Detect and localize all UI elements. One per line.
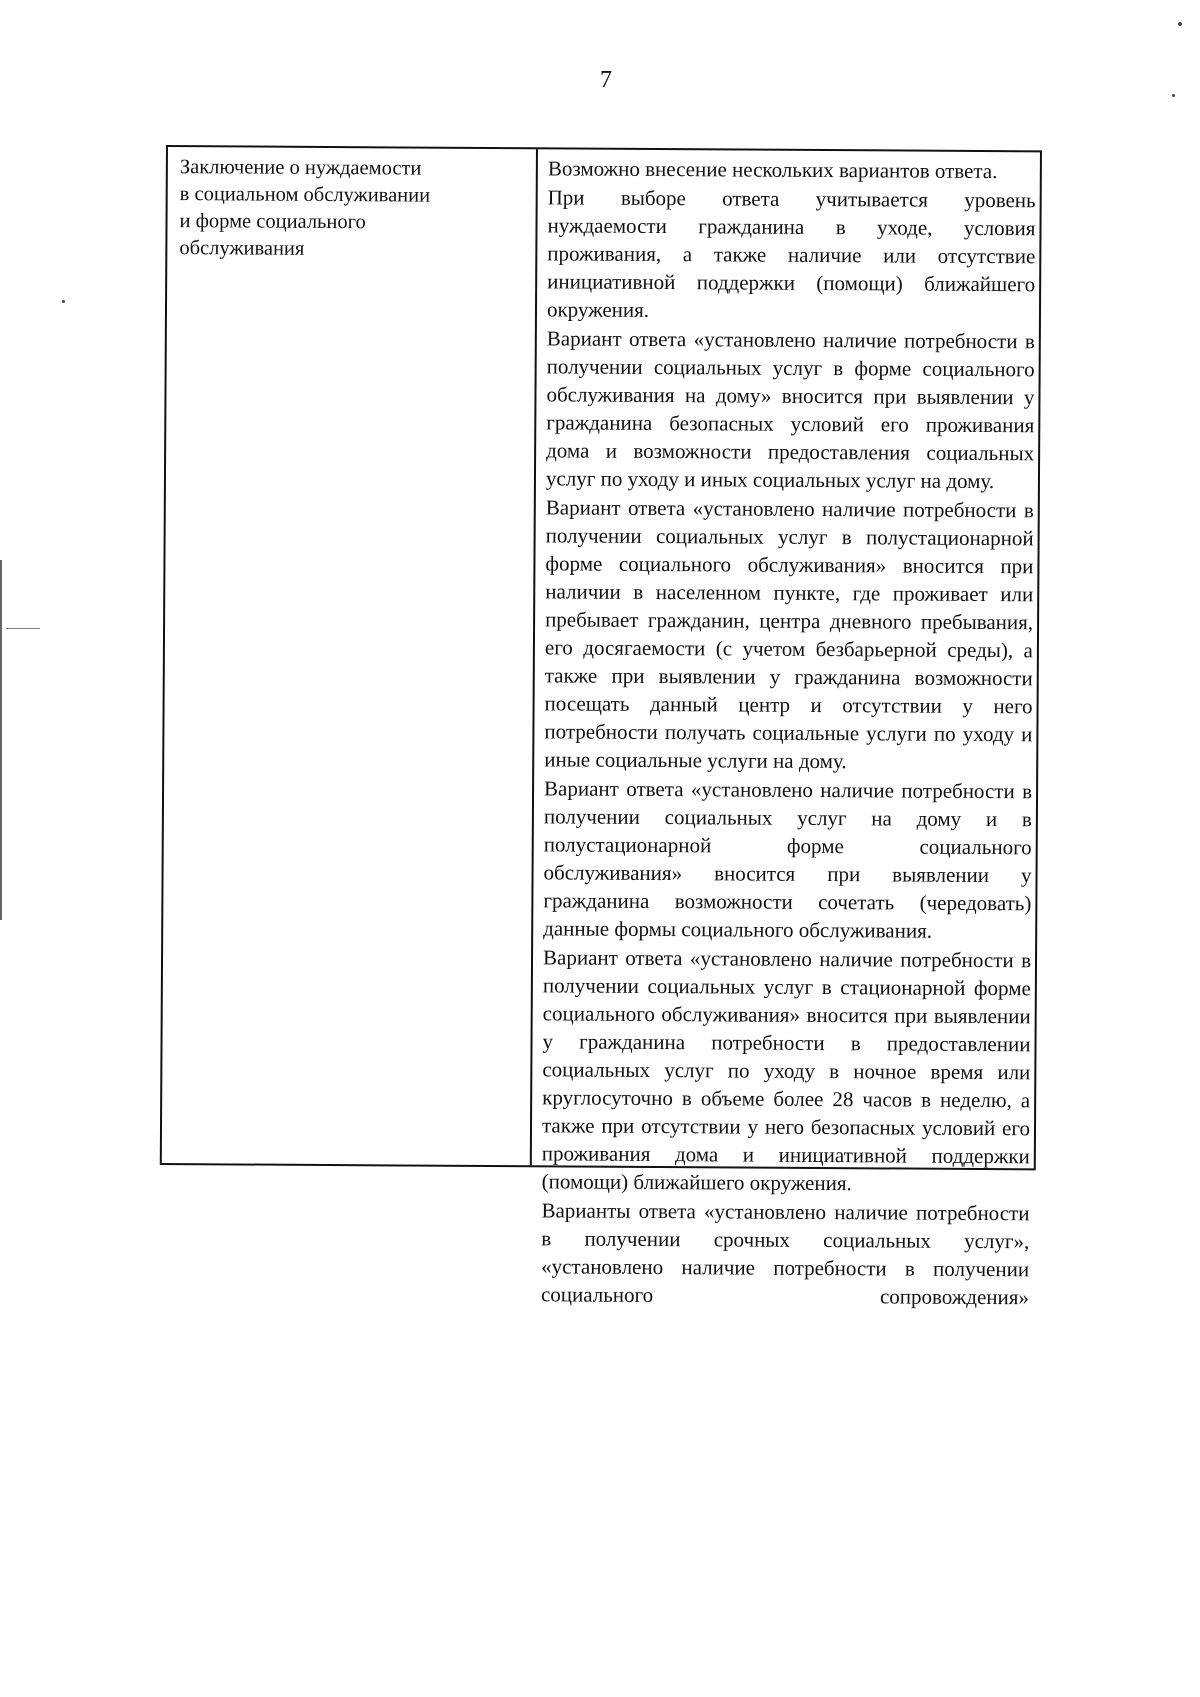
scan-mark <box>6 628 40 629</box>
description-paragraph: Вариант ответа «установлено наличие потребности в получении социальных услуг в стационарной форме социального обслуживания» вносится при выявлении у гражданина потребности в предоставлении социальных услуг по уходу в ночное время или круглосуточно в объеме более 28 часов в неделю, а также при отсутствии у него безопасных условий его проживания дома и инициативной поддержки (помощи) ближайшего окружения. <box>541 945 1032 1196</box>
description-paragraph: Возможно внесение нескольких вариантов ответа. <box>547 156 998 184</box>
description-paragraph: Варианты ответа «установлено наличие потребности в получении срочных социальных услуг», «установлено наличие потребности в получении социального сопровождения» <box>540 1198 1030 1310</box>
table-cell-field-description <box>541 154 1036 1312</box>
table-cell-field-name: Заключение о нуждаемости в социальном обслуживании и форме социального обслуживания <box>179 156 431 260</box>
scan-mark <box>0 560 2 920</box>
document-table <box>160 145 1042 1310</box>
description-paragraph: При выборе ответа учитывается уровень нуждаемости гражданина в уходе, условия проживания, а также наличие или отсутствие инициативной поддержки (помощи) ближайшего окружения. <box>546 185 1036 322</box>
description-paragraph: Вариант ответа «установлено наличие потребности в получении социальных услуг на дому и в полустационарной форме социального обслуживания» вносится при выявлении у гражданина возможности сочетать (чередовать) данные формы социального обслуживания. <box>543 776 1033 943</box>
scan-speck <box>1178 22 1182 26</box>
scan-speck <box>1172 94 1175 97</box>
scan-speck <box>62 300 65 303</box>
description-paragraph: Вариант ответа «установлено наличие потребности в получении социальных услуг в полустационарной форме социального обслуживания» вносится при наличии в населенном пункте, где проживает или пребывает гражданин, центра дневного пребывания, его досягаемости (с учетом безбарьерной среды), а также при выявлении у гражданина возможности посещать данный центр и отсутствии у него потребности получать социальные услуги по уходу и иные социальные услуги на дому. <box>544 495 1034 774</box>
description-paragraph: Вариант ответа «установлено наличие потребности в получении социальных услуг в форме социального обслуживания на дому» вносится при выявлении у гражданина безопасных условий его проживания дома и возможности предоставления социальных услуг по уходу и иных социальных услуг на дому. <box>545 326 1035 494</box>
column-divider <box>530 149 538 1165</box>
page-number: 7 <box>600 67 612 93</box>
